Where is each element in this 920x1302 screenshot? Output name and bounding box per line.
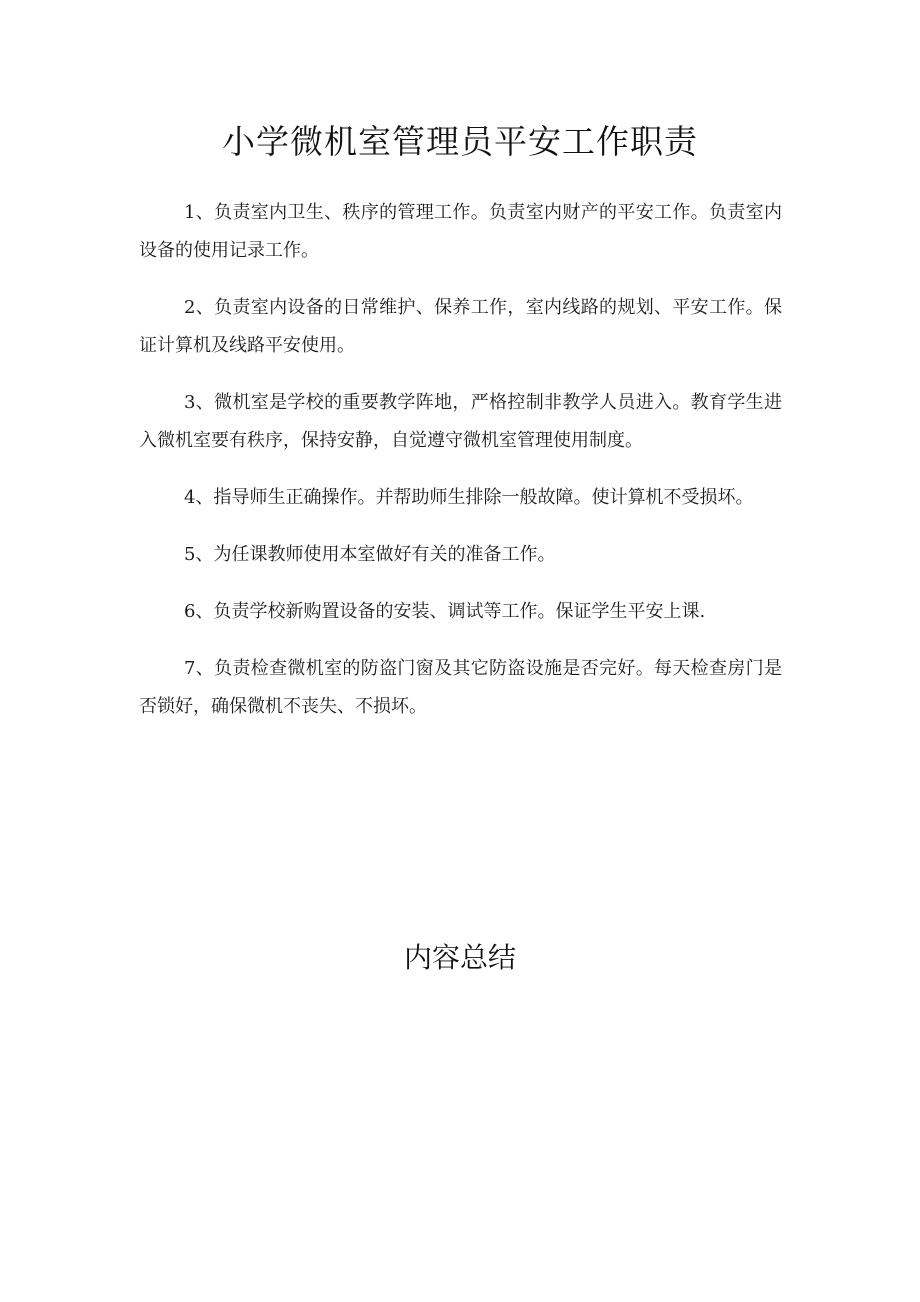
- duty-item-5: 5、为任课教师使用本室做好有关的准备工作。: [184, 544, 556, 565]
- duty-list: [139, 194, 782, 726]
- duty-item-2: 2、负责室内设备的日常维护、保养工作，室内线路的规划、平安工作。保证计算机及线路平安使用。: [139, 297, 782, 356]
- duty-item-3: 3、微机室是学校的重要教学阵地，严格控制非教学人员进入。教育学生进入微机室要有秩序，保持安静，自觉遵守微机室管理使用制度。: [139, 392, 782, 451]
- duty-item-4: 4、指导师生正确操作。并帮助师生排除一般故障。使计算机不受损坏。: [184, 487, 754, 508]
- document-title: 小学微机室管理员平安工作职责: [222, 122, 698, 161]
- summary-heading: 内容总结: [403, 941, 516, 974]
- duty-item-6: 6、负责学校新购置设备的安装、调试等工作。保证学生平安上课.: [184, 601, 706, 622]
- duty-item-7: 7、负责检查微机室的防盗门窗及其它防盗设施是否完好。每天检查房门是否锁好，确保微机不丧失、不损坏。: [139, 658, 782, 717]
- duty-item-1: 1、负责室内卫生、秩序的管理工作。负责室内财产的平安工作。负责室内设备的使用记录工作。: [139, 202, 782, 261]
